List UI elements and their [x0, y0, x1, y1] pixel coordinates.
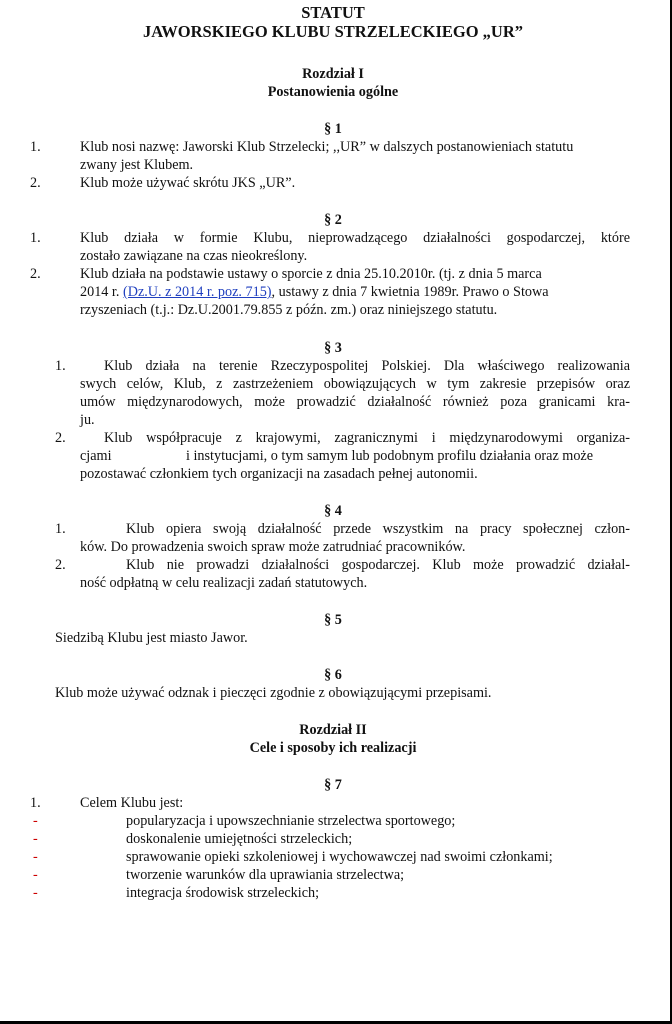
- list-bullet: -: [33, 885, 38, 901]
- chapter-subheading: Cele i sposoby ich realizacji: [249, 740, 417, 756]
- item-number: 1.: [30, 230, 41, 246]
- section-heading: § 3: [324, 340, 342, 356]
- paragraph-line: Klub opiera swoją działalność przede wszystkim na pracy społecznej człon-: [126, 521, 630, 537]
- item-number: 1.: [30, 139, 41, 155]
- list-item: tworzenie warunków dla uprawiania strzelectwa;: [126, 867, 405, 883]
- list-bullet: -: [33, 849, 38, 865]
- paragraph-line: rzyszeniach (t.j.: Dz.U.2001.79.855 z późn. zm.) oraz niniejszego statutu.: [80, 302, 498, 318]
- list-bullet: -: [33, 831, 38, 847]
- chapter-heading: Rozdział II: [299, 722, 367, 738]
- document-subtitle: JAWORSKIEGO KLUBU STRZELECKIEGO „UR”: [142, 22, 524, 41]
- paragraph-line: pozostawać członkiem tych organizacji na zasadach pełnej autonomii.: [80, 466, 478, 482]
- section-heading: § 4: [324, 503, 342, 519]
- paragraph-line: ków. Do prowadzenia swoich spraw może zatrudniać pracowników.: [80, 539, 466, 555]
- paragraph-line: Celem Klubu jest:: [80, 795, 184, 811]
- document-title: STATUT: [301, 3, 365, 22]
- item-number: 1.: [55, 358, 66, 374]
- section-heading: § 1: [324, 121, 342, 137]
- item-number: 2.: [30, 175, 41, 191]
- paragraph-line: ju.: [80, 412, 95, 428]
- chapter-heading: Rozdział I: [302, 66, 364, 82]
- paragraph-line-with-link: [80, 283, 549, 301]
- section-heading: § 2: [324, 212, 342, 228]
- paragraph-line: Siedzibą Klubu jest miasto Jawor.: [55, 630, 248, 646]
- paragraph-line: Klub działa na podstawie ustawy o sporcie z dnia 25.10.2010r. (tj. z dnia 5 marca: [80, 266, 542, 282]
- list-item: popularyzacja i upowszechnianie strzelectwa sportowego;: [126, 813, 456, 829]
- paragraph-text: , ustawy z dnia 7 kwietnia 1989r. Prawo o Stowa: [271, 284, 549, 300]
- section-heading: § 6: [324, 667, 342, 683]
- paragraph-line: swych celów, Klub, z zastrzeżeniem obowiązujących w tym zakresie przepisów oraz: [80, 376, 630, 392]
- paragraph-line: Klub nie prowadzi działalności gospodarczej. Klub może prowadzić działal-: [126, 557, 630, 573]
- chapter-subheading: Postanowienia ogólne: [267, 84, 399, 100]
- item-number: 2.: [55, 430, 66, 446]
- paragraph-line: Klub może używać odznak i pieczęci zgodnie z obowiązującymi przepisami.: [55, 685, 492, 701]
- item-number: 2.: [55, 557, 66, 573]
- item-number: 2.: [30, 266, 41, 282]
- paragraph-line: Klub może używać skrótu JKS „UR”.: [80, 175, 296, 191]
- paragraph-line: Klub współpracuje z krajowymi, zagranicznymi i międzynarodowymi organiza-: [104, 430, 630, 446]
- paragraph-line: zwany jest Klubem.: [80, 157, 194, 173]
- section-heading: § 5: [324, 612, 342, 628]
- list-bullet: -: [33, 813, 38, 829]
- list-item: sprawowanie opieki szkoleniowej i wychowawczej nad swoimi członkami;: [126, 849, 553, 865]
- legal-reference-link[interactable]: (Dz.U. z 2014 r. poz. 715): [122, 284, 272, 300]
- list-bullet: -: [33, 867, 38, 883]
- paragraph-line: umów międzynarodowych, może prowadzić działalność również poza granicami kra-: [80, 394, 630, 410]
- item-number: 1.: [30, 795, 41, 811]
- paragraph-line: Klub nosi nazwę: Jaworski Klub Strzelecki; ,,UR” w dalszych postanowieniach statutu: [80, 139, 574, 155]
- paragraph-line: Klub działa w formie Klubu, nieprowadzącego działalności gospodarczej, które: [80, 230, 630, 246]
- paragraph-line: i instytucjami, o tym samym lub podobnym profilu działania oraz może: [186, 448, 594, 464]
- list-item: integracja środowisk strzeleckich;: [126, 885, 320, 901]
- paragraph-line: zostało zawiązane na czas nieokreślony.: [80, 248, 308, 264]
- item-number: 1.: [55, 521, 66, 537]
- paragraph-line: Klub działa na terenie Rzeczypospolitej Polskiej. Dla właściwego realizowania: [104, 358, 630, 374]
- paragraph-line: cjami: [80, 448, 112, 464]
- paragraph-line: ność odpłatną w celu realizacji zadań statutowych.: [80, 575, 368, 591]
- section-heading: § 7: [324, 777, 342, 793]
- paragraph-text: 2014 r.: [80, 284, 123, 300]
- list-item: doskonalenie umiejętności strzeleckich;: [126, 831, 353, 847]
